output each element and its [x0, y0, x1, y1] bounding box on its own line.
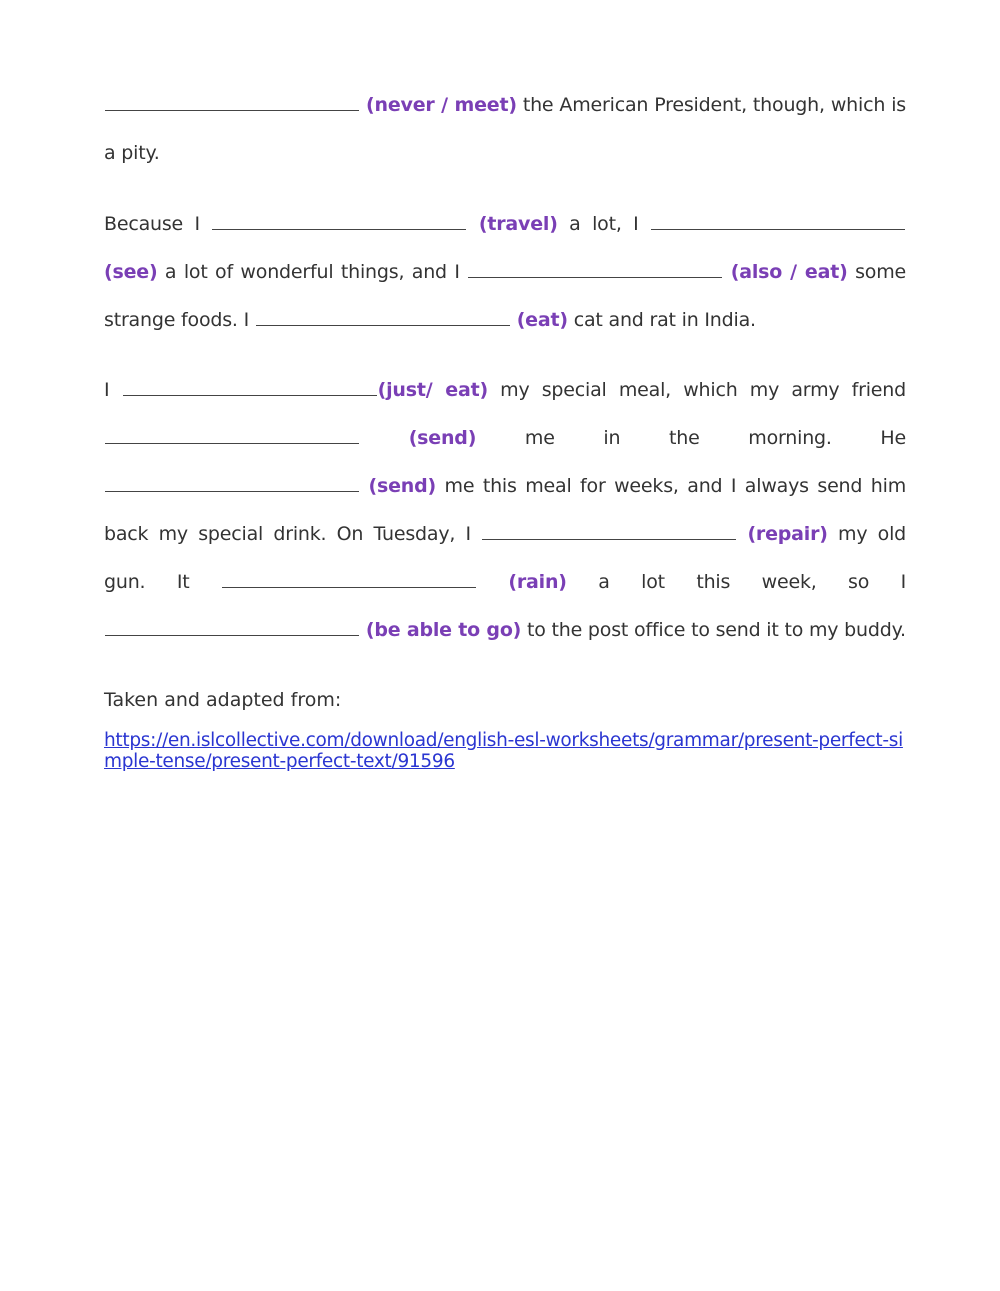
paragraph-text: cat and rat in India.: [573, 309, 756, 331]
answer-blank[interactable]: [105, 94, 359, 111]
paragraph-text: me in the morning. He: [524, 427, 907, 449]
paragraph-text: Because I: [104, 213, 200, 235]
verb-hint: (rain): [508, 571, 567, 593]
paragraph-text: to the post office to send it to my buddy.: [527, 619, 906, 641]
paragraph-text: some strange foods. I: [104, 261, 906, 331]
answer-blank[interactable]: [222, 571, 476, 588]
answer-blank[interactable]: [256, 309, 510, 326]
verb-hint: (never / meet): [366, 94, 517, 116]
verb-hint: (be able to go): [365, 619, 522, 641]
paragraph-meal: [104, 366, 906, 654]
source-link[interactable]: https://en.islcollective.com/download/english-esl-worksheets/grammar/present-perfect-simple-tense/present-perfect-text/91596: [104, 730, 903, 772]
answer-blank[interactable]: [482, 523, 736, 540]
verb-hint: (just/ eat): [377, 379, 488, 401]
verb-hint: (eat): [516, 309, 568, 331]
answer-blank[interactable]: [105, 619, 359, 636]
verb-hint: (repair): [747, 523, 828, 545]
paragraph-travel: [104, 200, 906, 344]
verb-hint: (also / eat): [730, 261, 848, 283]
verb-hint: (send): [368, 475, 437, 497]
answer-blank[interactable]: [105, 427, 359, 444]
answer-blank[interactable]: [212, 213, 466, 230]
answer-blank[interactable]: [651, 213, 905, 230]
paragraph-text: my old gun. It: [104, 523, 907, 593]
answer-blank[interactable]: [105, 475, 359, 492]
paragraph-text: a lot this week, so I: [598, 571, 907, 593]
source-label: Taken and adapted from:: [104, 689, 342, 711]
answer-blank[interactable]: [123, 379, 377, 396]
paragraph-text: the American President, though, which is a pity.: [104, 94, 906, 164]
paragraph-text: I: [104, 379, 110, 401]
paragraph-text: my special meal, which my army friend: [500, 379, 907, 401]
paragraph-text: a lot of wonderful things, and I: [164, 261, 460, 283]
answer-blank[interactable]: [468, 261, 722, 278]
verb-hint: (see): [104, 261, 158, 283]
paragraph-text: me this meal for weeks, and I always send him back my special drink. On Tuesday, I: [104, 475, 906, 545]
paragraph-president: [104, 81, 906, 177]
paragraph-text: a lot, I: [569, 213, 639, 235]
verb-hint: (travel): [478, 213, 558, 235]
verb-hint: (send): [408, 427, 477, 449]
